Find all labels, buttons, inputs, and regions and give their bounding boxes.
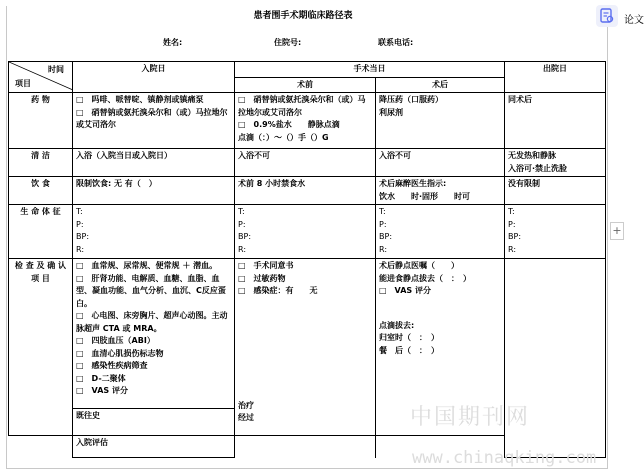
exam-postop-item: □ VAS 评分 bbox=[379, 286, 431, 295]
diet-discharge: 没有限制 bbox=[505, 177, 606, 205]
row-exam bbox=[9, 259, 606, 409]
drug-discharge-item: 同术后 bbox=[508, 95, 532, 104]
corner-cell bbox=[9, 62, 73, 93]
vital-r: R: bbox=[379, 244, 388, 254]
vital-bp: BP: bbox=[238, 232, 252, 241]
vital-r: R: bbox=[508, 244, 517, 254]
label-drug: 药 物 bbox=[9, 93, 73, 149]
vital-bp: BP: bbox=[508, 232, 522, 241]
exam-postop-item: 点滴拔去: bbox=[379, 320, 415, 330]
header-row bbox=[9, 62, 606, 78]
corner-time-label: 时间 bbox=[48, 65, 64, 74]
drug-postop bbox=[376, 93, 505, 149]
exam-preop-item: □ 过敏药物 bbox=[238, 273, 286, 283]
corner-item-label: 项目 bbox=[15, 78, 31, 88]
exam-admission bbox=[73, 259, 235, 409]
vital-p: P: bbox=[76, 219, 84, 229]
exam-postop-item: 术后静点医嘱（ ） bbox=[379, 261, 459, 270]
vital-p: P: bbox=[379, 219, 387, 229]
drug-preop-item: □ 0.9%盐水 静脉点滴 bbox=[238, 120, 340, 129]
exam-preop-item: □ 手术同意书 bbox=[238, 261, 294, 270]
exam-admission-item: □ VAS 评分 bbox=[76, 386, 128, 395]
history-course-label: 经过 bbox=[238, 413, 254, 422]
drug-preop bbox=[235, 93, 376, 149]
exam-admission-item: □ 感染性疾病筛查 bbox=[76, 361, 148, 370]
clean-discharge bbox=[505, 149, 606, 177]
drug-postop-item: 降压药（口服药） bbox=[379, 95, 443, 104]
exam-admission-item: □ D-二聚体 bbox=[76, 373, 126, 383]
drug-admission-item: □ 硝替钠或氨托溴朵尔和（或）马拉地尔或艾司洛尔 bbox=[76, 107, 228, 129]
drug-preop-item: □ 硝替钠或氨托溴朵尔和（或）马拉地尔或艾司洛尔 bbox=[238, 95, 366, 117]
row-clean bbox=[9, 149, 606, 177]
clean-preop: 入浴不可 bbox=[235, 149, 376, 177]
drug-admission-item: □ 吗啡、哌替啶、镇静剂或镇痛泵 bbox=[76, 95, 204, 104]
vital-r: R: bbox=[76, 244, 85, 254]
vitals-discharge bbox=[505, 205, 606, 259]
watermark-cn: 中国期刊网 bbox=[410, 405, 531, 430]
diet-admission: 限制饮食: 无 有（ ） bbox=[73, 177, 235, 205]
translate-icon[interactable] bbox=[596, 5, 618, 27]
vital-t: T: bbox=[379, 207, 386, 216]
label-diet: 饮 食 bbox=[9, 177, 73, 205]
clean-admission: 入浴（入院当日或入院日） bbox=[73, 149, 235, 177]
exam-preop bbox=[235, 259, 376, 436]
assessment-admission: 入院评估 bbox=[73, 436, 235, 458]
vitals-postop bbox=[376, 205, 505, 259]
assessment-preop bbox=[235, 436, 376, 458]
label-exam: 检 查 及 确 认 项 目 bbox=[9, 259, 73, 436]
watermark-url: www.chinaqking.com bbox=[412, 448, 597, 468]
vital-t: T: bbox=[238, 207, 245, 216]
paper-sidebar-label[interactable]: 论文 bbox=[624, 15, 644, 26]
vitals-preop bbox=[235, 205, 376, 259]
exam-admission-item: □ 肝肾功能、电解质、血糖、血脂、血型、凝血功能、血气分析、血沉、C反应蛋白。 bbox=[76, 273, 226, 308]
label-vitals: 生 命 体 征 bbox=[9, 205, 73, 259]
label-clean: 清 洁 bbox=[9, 149, 73, 177]
phone-label: 联系电话: bbox=[378, 38, 414, 47]
row-drug bbox=[9, 93, 606, 149]
header-admission: 入院日 bbox=[73, 62, 235, 93]
exam-admission-item: □ 血常规、尿常规、便常规 ＋ 潜血。 bbox=[76, 261, 218, 270]
exam-preop-item: □ 感染症：有 无 bbox=[238, 286, 318, 295]
diet-postop bbox=[376, 177, 505, 205]
drug-preop-item: 点滴（：）～（）手（）G bbox=[238, 132, 329, 142]
vital-bp: BP: bbox=[379, 232, 393, 241]
vital-t: T: bbox=[76, 207, 83, 216]
history-admission: 既往史 bbox=[73, 409, 235, 436]
vital-p: P: bbox=[238, 219, 246, 229]
name-label: 姓名: bbox=[163, 38, 183, 47]
exam-postop-item: 归室时（ ： ） bbox=[379, 333, 439, 342]
history-treatment-label: 治疗 bbox=[238, 400, 254, 410]
document-title: 患者围手术期临床路径表 bbox=[253, 11, 353, 21]
vital-t: T: bbox=[508, 207, 515, 216]
admission-number-label: 住院号: bbox=[274, 38, 302, 47]
header-preop: 术前 bbox=[235, 77, 376, 93]
drug-discharge bbox=[505, 93, 606, 149]
exam-postop-item: 能进食静点拔去（ ： ） bbox=[379, 273, 471, 283]
header-discharge: 出院日 bbox=[505, 62, 606, 93]
clean-discharge-item: 无发热和静脉 bbox=[508, 151, 556, 160]
drug-admission bbox=[73, 93, 235, 149]
vital-r: R: bbox=[238, 244, 247, 254]
diet-preop: 术前 8 小时禁食水 bbox=[235, 177, 376, 205]
header-surgery-day: 手术当日 bbox=[235, 62, 505, 78]
drug-postop-item: 利尿剂 bbox=[379, 107, 403, 117]
clean-postop: 入浴不可 bbox=[376, 149, 505, 177]
clinical-path-table bbox=[8, 61, 606, 458]
exam-admission-item: □ 四肢血压（ABI） bbox=[76, 336, 155, 345]
expand-button[interactable]: + bbox=[610, 222, 624, 240]
row-diet bbox=[9, 177, 606, 205]
row-vitals bbox=[9, 205, 606, 259]
diet-postop-line: 术后麻醉医生指示: bbox=[379, 179, 447, 188]
vital-p: P: bbox=[508, 219, 516, 229]
exam-admission-item: □ 心电图、床旁胸片、超声心动图。主动脉超声 CTA 或 MRA。 bbox=[76, 311, 228, 333]
vitals-admission bbox=[73, 205, 235, 259]
vital-bp: BP: bbox=[76, 232, 90, 241]
header-postop: 术后 bbox=[376, 77, 505, 93]
exam-postop-item: 餐 后（ ： ） bbox=[379, 345, 439, 355]
assessment-blank bbox=[9, 436, 73, 458]
exam-admission-item: □ 血清心肌损伤标志物 bbox=[76, 348, 164, 358]
clean-discharge-item: 入浴可·禁止洗脸 bbox=[508, 163, 568, 173]
diet-postop-line: 饮水 时·固形 时可 bbox=[379, 191, 471, 201]
